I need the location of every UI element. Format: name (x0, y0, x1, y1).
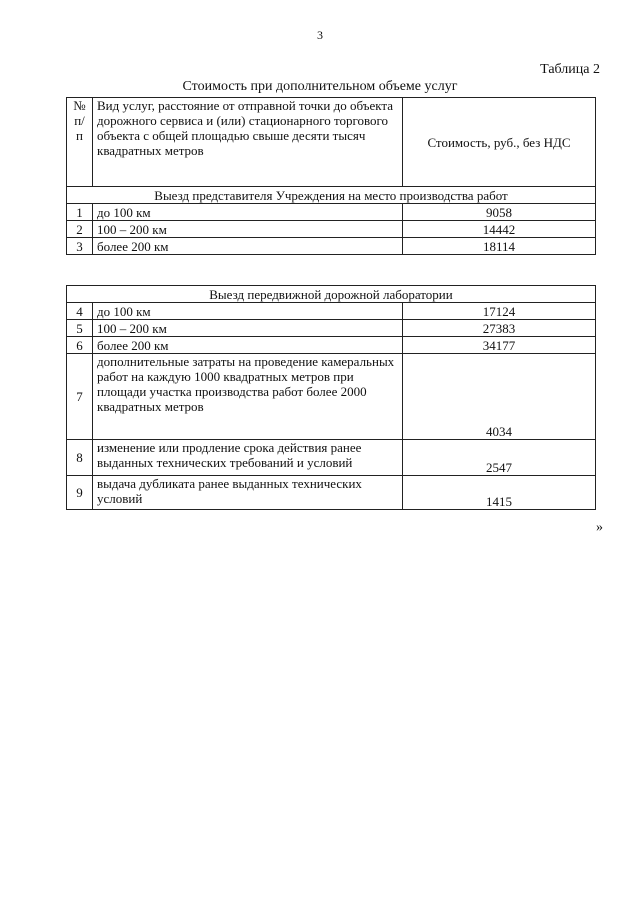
table-row (67, 354, 596, 440)
row-num: 8 (67, 440, 93, 476)
row-service-name: изменение или продление срока действия ранее выданных технических требований и условий (93, 440, 403, 476)
header-price: Стоимость, руб., без НДС (403, 98, 596, 187)
price-table-part-1 (66, 97, 596, 255)
table-label: Таблица 2 (540, 62, 600, 77)
price-table-part-2 (66, 285, 596, 510)
table-row (67, 476, 596, 510)
row-num: 1 (67, 204, 93, 221)
closing-quote: » (596, 520, 603, 535)
row-num: 2 (67, 221, 93, 238)
header-service-name: Вид услуг, расстояние от отправной точки до объекта дорожного сервиса и (или) стационарного торгового объекта с общей площадью свыше десяти тысяч квадратных метров (93, 98, 403, 187)
section-row (67, 187, 596, 204)
row-price: 18114 (403, 238, 596, 255)
row-num: 5 (67, 320, 93, 337)
table-row (67, 440, 596, 476)
row-num: 9 (67, 476, 93, 510)
row-price: 17124 (403, 303, 596, 320)
header-num: № п/п (67, 98, 93, 187)
row-service-name: до 100 км (93, 303, 403, 320)
row-price: 9058 (403, 204, 596, 221)
row-num: 3 (67, 238, 93, 255)
table-row (67, 238, 596, 255)
table-title: Стоимость при дополнительном объеме услуг (182, 79, 458, 94)
table-row (67, 204, 596, 221)
row-num: 4 (67, 303, 93, 320)
row-service-name: 100 – 200 км (93, 221, 403, 238)
row-price: 14442 (403, 221, 596, 238)
row-num: 6 (67, 337, 93, 354)
section-row (67, 286, 596, 303)
row-service-name: выдача дубликата ранее выданных технических условий (93, 476, 403, 510)
row-price: 34177 (403, 337, 596, 354)
page-number: 3 (317, 28, 323, 42)
row-service-name: более 200 км (93, 238, 403, 255)
row-price: 1415 (403, 476, 596, 510)
table-row (67, 320, 596, 337)
row-num: 7 (67, 354, 93, 440)
row-price: 27383 (403, 320, 596, 337)
section-title: Выезд представителя Учреждения на место производства работ (67, 187, 596, 204)
row-service-name: 100 – 200 км (93, 320, 403, 337)
table-header-row (67, 98, 596, 187)
table-row (67, 303, 596, 320)
row-service-name: дополнительные затраты на проведение камеральных работ на каждую 1000 квадратных метров при площади участка производства работ более 2000 квадратных метров (93, 354, 403, 440)
row-price: 4034 (403, 354, 596, 440)
row-service-name: более 200 км (93, 337, 403, 354)
section-title: Выезд передвижной дорожной лаборатории (67, 286, 596, 303)
table-row (67, 221, 596, 238)
row-service-name: до 100 км (93, 204, 403, 221)
row-price: 2547 (403, 440, 596, 476)
table-row (67, 337, 596, 354)
